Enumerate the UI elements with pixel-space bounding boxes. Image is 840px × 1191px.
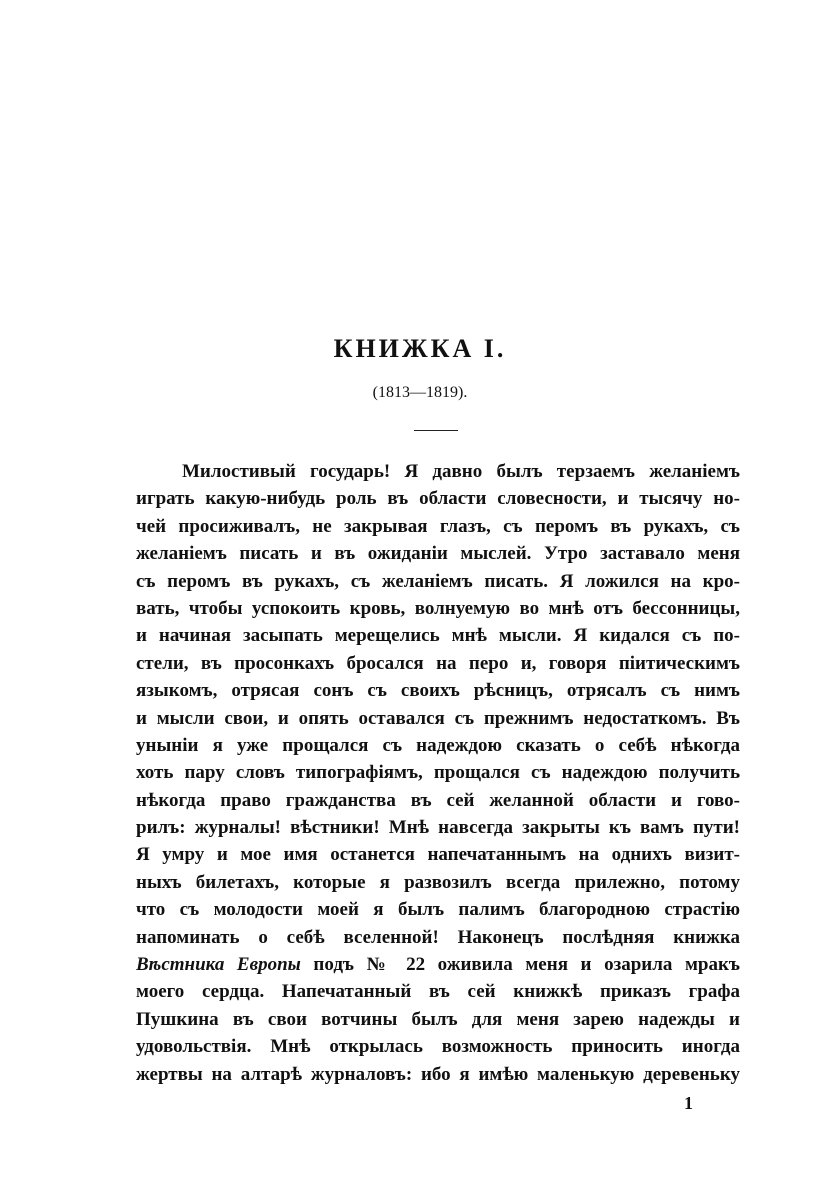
text-line: чей просиживалъ, не закрывая глазъ, съ перомъ въ рукахъ, съ xyxy=(136,515,740,537)
text-line: ныхъ билетахъ, которые я развозилъ всегда прилежно, потому xyxy=(136,871,740,893)
page-number: 1 xyxy=(684,1093,693,1113)
text-line: моего сердца. Напечатанный въ сей книжкѣ приказъ графа xyxy=(136,981,740,1003)
text-line: удовольствія. Мнѣ открылась возможность приносить иногда xyxy=(136,1036,740,1058)
text-line: уныніи я уже прощался съ надеждою сказать о себѣ нѣкогда xyxy=(136,734,740,756)
text-line: желаніемъ писать и въ ожиданіи мыслей. Утро заставало меня xyxy=(136,543,740,565)
text-line: вать, чтобы успокоить кровь, волнуемую во мнѣ отъ бессонницы, xyxy=(136,597,740,619)
text-line: съ перомъ въ рукахъ, съ желаніемъ писать. Я ложился на кро- xyxy=(136,570,740,592)
text-line: стели, въ просонкахъ бросался на перо и, говоря піитическимъ xyxy=(136,652,740,674)
text-line: нѣкогда право гражданства въ сей желанной области и гово- xyxy=(136,789,740,811)
text-line: играть какую-нибудь роль въ области словесности, и тысячу но- xyxy=(136,488,740,510)
text-line-rest: подъ № 22 оживила меня и озарила мракъ xyxy=(313,954,740,976)
text-line: напоминать о себѣ вселенной! Наконецъ послѣдняя книжка xyxy=(136,926,740,948)
text-line: жертвы на алтарѣ журналовъ: ибо я имѣю маленькую деревеньку xyxy=(136,1063,740,1085)
text-line: и начиная засыпать мерещелись мнѣ мысли. Я кидался съ по- xyxy=(136,625,740,647)
chapter-dates: (1813—1819). xyxy=(372,384,468,401)
text-line: хоть пару словъ типографіямъ, прощался съ надеждою получить xyxy=(136,762,740,784)
text-line-with-title xyxy=(136,951,740,978)
text-line: рилъ: журналы! вѣстники! Мнѣ навсегда закрыты къ вамъ пути! xyxy=(136,817,740,839)
text-line: Пушкина въ свои вотчины былъ для меня зарею надежды и xyxy=(136,1008,740,1030)
section-divider xyxy=(414,430,458,431)
text-line: Милостивый государь! Я давно былъ терзаемъ желаніемъ xyxy=(182,461,740,482)
chapter-heading: КНИЖКА I. xyxy=(333,334,507,363)
body-text xyxy=(136,458,740,1088)
text-line: что съ молодости моей я былъ палимъ благородною страстію xyxy=(136,899,740,921)
text-line: и мысли свои, и опять оставался съ прежнимъ недостаткомъ. Въ xyxy=(136,707,740,729)
journal-title: Вѣстника Европы xyxy=(136,954,301,976)
text-line: языкомъ, отрясая сонъ съ своихъ рѣсницъ, отрясалъ съ нимъ xyxy=(136,680,740,702)
text-line: Я умру и мое имя останется напечатаннымъ на однихъ визит- xyxy=(136,844,740,866)
